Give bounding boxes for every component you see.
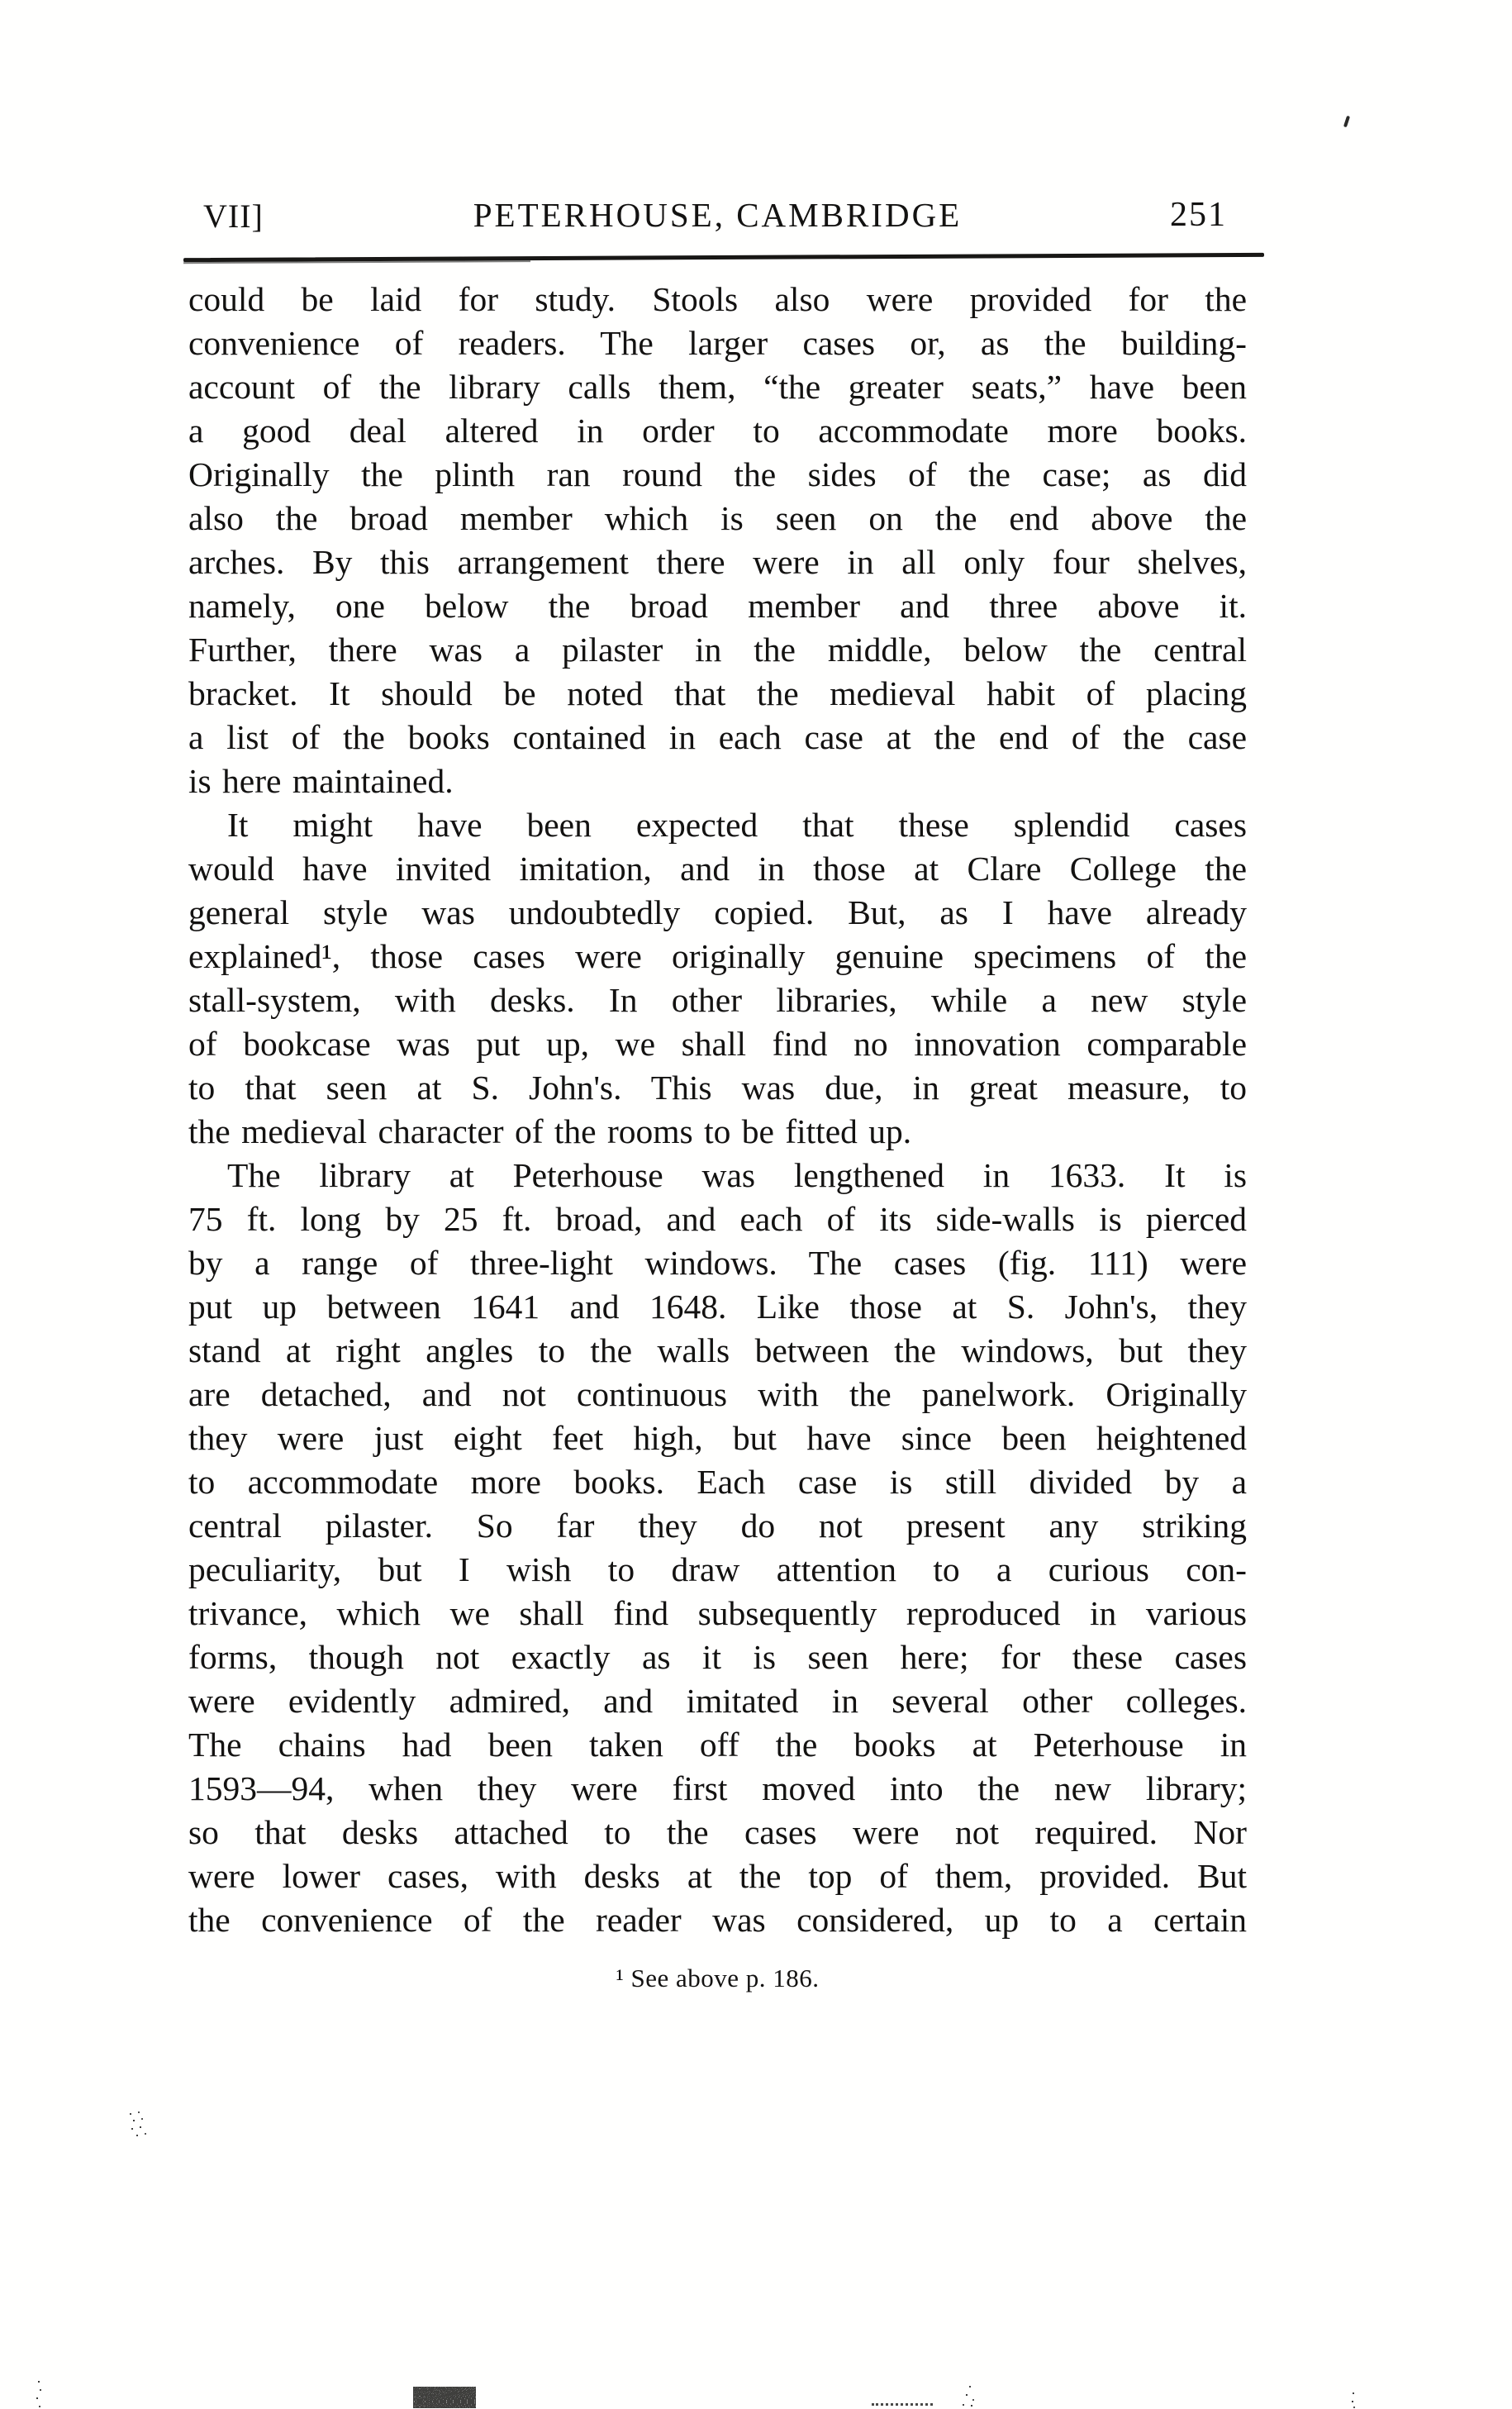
page-number: 251 [1170,196,1227,234]
text-line: trivance, which we shall find subsequently reproduced in various [188,1594,1247,1632]
scan-speck [413,2387,476,2408]
text-line: would have invited imitation, and in those at Clare College the [188,850,1247,888]
text-line: a good deal altered in order to accommodate more books. [188,412,1247,450]
text-line: 1593—94, when they were first moved into the new library; [188,1769,1247,1807]
text-line: to accommodate more books. Each case is still divided by a [188,1463,1247,1501]
header-rule [183,253,1264,262]
text-line: is here maintained. [188,762,454,800]
text-line: they were just eight feet high, but have since been heightened [188,1419,1247,1457]
text-line: It might have been expected that these splendid cases [227,806,1247,844]
text-line: bracket. It should be noted that the medieval habit of placing [188,674,1247,712]
text-line: a list of the books contained in each case at the end of the case [188,718,1247,756]
text-line: general style was undoubtedly copied. But, as I have already [188,893,1247,931]
text-line: arches. By this arrangement there were in all only four shelves, [188,543,1247,581]
text-line: forms, though not exactly as it is seen here; for these cases [188,1638,1247,1676]
scan-speck [958,2383,980,2408]
scan-speck [1343,116,1350,128]
text-line: stand at right angles to the walls between the windows, but they [188,1331,1247,1369]
text-line: by a range of three-light windows. The cases (fig. 111) were [188,1244,1247,1282]
text-line: stall-system, with desks. In other libraries, while a new style [188,981,1247,1019]
scan-speck [872,2395,933,2406]
footnote: ¹ See above p. 186. [616,1964,820,1992]
scan-speck [1348,2390,1358,2409]
running-title: PETERHOUSE, CAMBRIDGE [473,196,963,234]
text-line: Further, there was a pilaster in the middle, below the central [188,631,1247,669]
text-line: so that desks attached to the cases were not required. Nor [188,1813,1247,1851]
text-line: were evidently admired, and imitated in several other colleges. [188,1682,1247,1720]
text-line: the convenience of the reader was considered, up to a certain [188,1901,1247,1939]
text-line: The chains had been taken off the books at Peterhouse in [188,1726,1247,1764]
chapter-number: VII] [203,198,264,235]
body-text [188,278,1247,1942]
text-line: namely, one below the broad member and three above it. [188,587,1247,625]
text-line: peculiarity, but I wish to draw attention to a curious con- [188,1550,1247,1588]
text-line: explained¹, those cases were originally genuine specimens of the [188,937,1247,975]
scan-speck [126,2109,150,2139]
text-line: of bookcase was put up, we shall find no innovation comparable [188,1025,1247,1063]
text-line: are detached, and not continuous with the panelwork. Originally [188,1375,1247,1413]
text-line: also the broad member which is seen on the end above the [188,499,1247,537]
running-header [188,195,1247,238]
text-line: were lower cases, with desks at the top of them, provided. But [188,1857,1247,1895]
text-line: Originally the plinth ran round the sides of the case; as did [188,455,1247,493]
text-line: the medieval character of the rooms to be fitted up. [188,1112,912,1150]
text-line: put up between 1641 and 1648. Like those at S. John's, they [188,1288,1247,1326]
text-line: 75 ft. long by 25 ft. broad, and each of its side-walls is pierced [188,1200,1247,1238]
scan-speck [33,2378,45,2409]
text-line: The library at Peterhouse was lengthened in 1633. It is [227,1156,1247,1194]
text-line: account of the library calls them, “the greater seats,” have been [188,368,1247,406]
text-line: central pilaster. So far they do not present any striking [188,1507,1247,1545]
text-line: to that seen at S. John's. This was due, in great measure, to [188,1069,1247,1107]
text-line: convenience of readers. The larger cases or, as the building- [188,324,1247,362]
text-line: could be laid for study. Stools also were provided for the [188,280,1247,318]
